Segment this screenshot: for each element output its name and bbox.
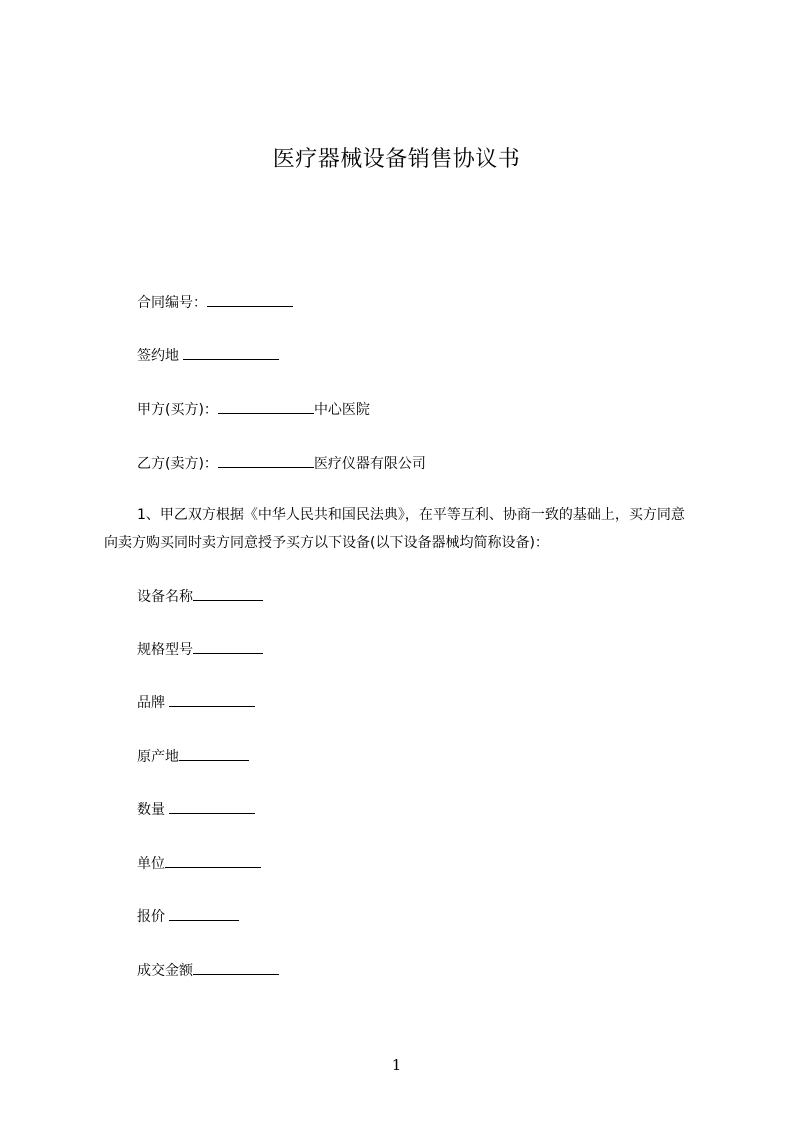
- sign-place-line: [137, 344, 279, 366]
- model-line: [137, 638, 263, 660]
- equipment-name-label: 设备名称: [137, 589, 193, 605]
- party-b-blank: [218, 452, 314, 468]
- party-b-name: 医疗仪器有限公司: [313, 456, 426, 472]
- clause-1-text: 1、甲乙双方根据《中华人民共和国民法典》，在平等互利、协商一致的基础上，买方同意向卖方购买同时卖方同意授予买方以下设备(以下设备器械均简称设备)：: [104, 507, 685, 551]
- party-a-blank: [218, 398, 314, 414]
- origin-label: 原产地: [137, 749, 179, 765]
- unit-line: [137, 852, 261, 874]
- equipment-name-line: [137, 585, 263, 607]
- quote-line: [137, 905, 239, 927]
- quote-label: 报价: [137, 909, 165, 925]
- party-b-line: [137, 452, 426, 474]
- party-a-line: [137, 398, 370, 420]
- deal-amount-label: 成交金额: [137, 963, 193, 979]
- party-a-name: 中心医院: [313, 402, 370, 418]
- contract-number-line: [137, 291, 293, 313]
- origin-line: [137, 745, 249, 767]
- sign-place-label: 签约地: [137, 348, 179, 364]
- quote-blank: [169, 905, 239, 921]
- model-blank: [193, 638, 263, 654]
- quantity-label: 数量: [137, 802, 165, 818]
- brand-blank: [169, 691, 255, 707]
- page-number: 1: [391, 1056, 402, 1074]
- model-label: 规格型号: [137, 642, 193, 658]
- brand-label: 品牌: [137, 695, 165, 711]
- quantity-blank: [169, 798, 255, 814]
- brand-line: [137, 691, 255, 713]
- party-a-label: 甲方(买方)：: [137, 402, 218, 418]
- deal-amount-blank: [193, 959, 279, 975]
- origin-blank: [179, 745, 249, 761]
- contract-number-label: 合同编号：: [137, 295, 207, 311]
- unit-blank: [165, 852, 261, 868]
- party-b-label: 乙方(卖方)：: [137, 456, 218, 472]
- quantity-line: [137, 798, 255, 820]
- unit-label: 单位: [137, 856, 165, 872]
- clause-1: [104, 501, 694, 557]
- contract-number-blank: [207, 291, 293, 307]
- deal-amount-line: [137, 959, 279, 981]
- equipment-name-blank: [193, 585, 263, 601]
- document-title: 医疗器械设备销售协议书: [272, 147, 521, 172]
- sign-place-blank: [183, 344, 279, 360]
